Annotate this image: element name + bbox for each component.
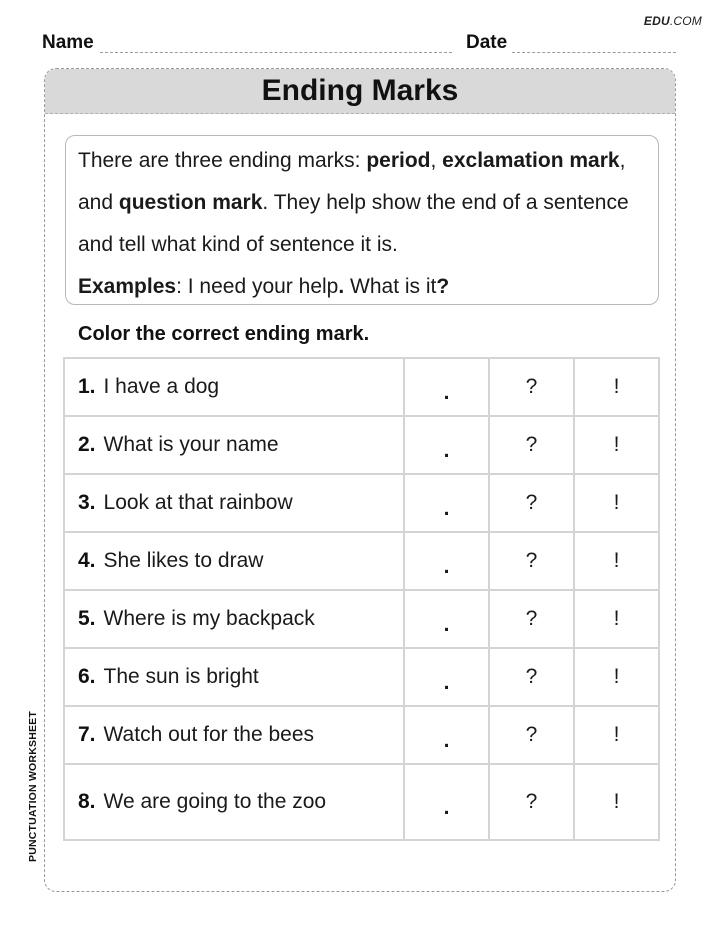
item-number: 6. (78, 665, 96, 688)
sentence-cell (64, 416, 404, 474)
sentence-cell (64, 358, 404, 416)
question-choice[interactable]: ? (489, 706, 574, 764)
item-sentence: What is your name (103, 433, 279, 456)
exclamation-choice[interactable]: ! (574, 764, 659, 840)
intro-question-term: question mark (118, 191, 263, 214)
question-choice[interactable]: ? (489, 590, 574, 648)
period-choice[interactable]: . (404, 474, 489, 532)
table-row (64, 706, 659, 764)
sentence-cell (64, 764, 404, 840)
table-row (64, 764, 659, 840)
item-number: 7. (78, 723, 96, 746)
brand-suffix: .COM (669, 14, 702, 28)
instruction-text: Color the correct ending mark. (78, 323, 370, 345)
item-sentence: Watch out for the bees (103, 723, 315, 746)
worksheet-title: Ending Marks (45, 69, 675, 114)
example-2: What is it (344, 275, 437, 298)
intro-rest: . They help show the end of a sentence and tell what kind of sentence it is. (78, 191, 629, 256)
name-label: Name (42, 32, 94, 53)
name-field[interactable] (100, 52, 452, 53)
item-sentence: I have a dog (103, 375, 220, 398)
exclamation-choice[interactable]: ! (574, 416, 659, 474)
exclamation-choice[interactable]: ! (574, 532, 659, 590)
period-choice[interactable]: . (404, 764, 489, 840)
sentence-cell (64, 648, 404, 706)
intro-period-term: period (366, 149, 431, 172)
period-choice[interactable]: . (404, 706, 489, 764)
item-sentence: She likes to draw (103, 549, 264, 572)
sentence-cell (64, 532, 404, 590)
question-choice[interactable]: ? (489, 358, 574, 416)
worksheet-card (44, 68, 676, 892)
item-sentence: Look at that rainbow (103, 491, 293, 514)
table-row (64, 358, 659, 416)
examples-label: Examples (78, 275, 177, 298)
item-sentence: Where is my backpack (103, 607, 315, 630)
exclamation-choice[interactable]: ! (574, 474, 659, 532)
exclamation-choice[interactable]: ! (574, 590, 659, 648)
example-1-mark: . (338, 275, 345, 298)
period-choice[interactable]: . (404, 532, 489, 590)
example-2-mark: ? (436, 275, 450, 298)
table-row (64, 532, 659, 590)
period-choice[interactable]: . (404, 416, 489, 474)
item-number: 5. (78, 607, 96, 630)
worksheet-category-label: PUNCTUATION WORKSHEET (27, 711, 39, 862)
exclamation-choice[interactable]: ! (574, 358, 659, 416)
exclamation-choice[interactable]: ! (574, 706, 659, 764)
period-choice[interactable]: . (404, 590, 489, 648)
question-choice[interactable]: ? (489, 648, 574, 706)
item-number: 2. (78, 433, 96, 456)
sentence-cell (64, 474, 404, 532)
period-choice[interactable]: . (404, 358, 489, 416)
item-sentence: We are going to the zoo (103, 790, 327, 813)
item-sentence: The sun is bright (103, 665, 259, 688)
ending-marks-table (63, 357, 660, 841)
table-row (64, 474, 659, 532)
period-choice[interactable]: . (404, 648, 489, 706)
exclamation-choice[interactable]: ! (574, 648, 659, 706)
item-number: 1. (78, 375, 96, 398)
intro-exclamation-term: exclamation mark (442, 149, 620, 172)
item-number: 3. (78, 491, 96, 514)
name-date-row (42, 32, 678, 54)
question-choice[interactable]: ? (489, 532, 574, 590)
intro-and: , and (78, 149, 626, 214)
item-number: 8. (78, 790, 96, 813)
sentence-cell (64, 590, 404, 648)
example-1: : I need your help (176, 275, 339, 298)
question-choice[interactable]: ? (489, 474, 574, 532)
table-row (64, 416, 659, 474)
sentence-cell (64, 706, 404, 764)
table-row (64, 590, 659, 648)
item-number: 4. (78, 549, 96, 572)
intro-box (65, 135, 659, 305)
brand-bold: EDU (643, 14, 670, 28)
brand-logo (644, 14, 702, 28)
table-row (64, 648, 659, 706)
intro-comma: , (430, 149, 443, 172)
date-field[interactable] (512, 52, 676, 53)
question-choice[interactable]: ? (489, 764, 574, 840)
question-choice[interactable]: ? (489, 416, 574, 474)
date-label: Date (466, 32, 508, 53)
intro-text-a: There are three ending marks: (78, 149, 367, 172)
